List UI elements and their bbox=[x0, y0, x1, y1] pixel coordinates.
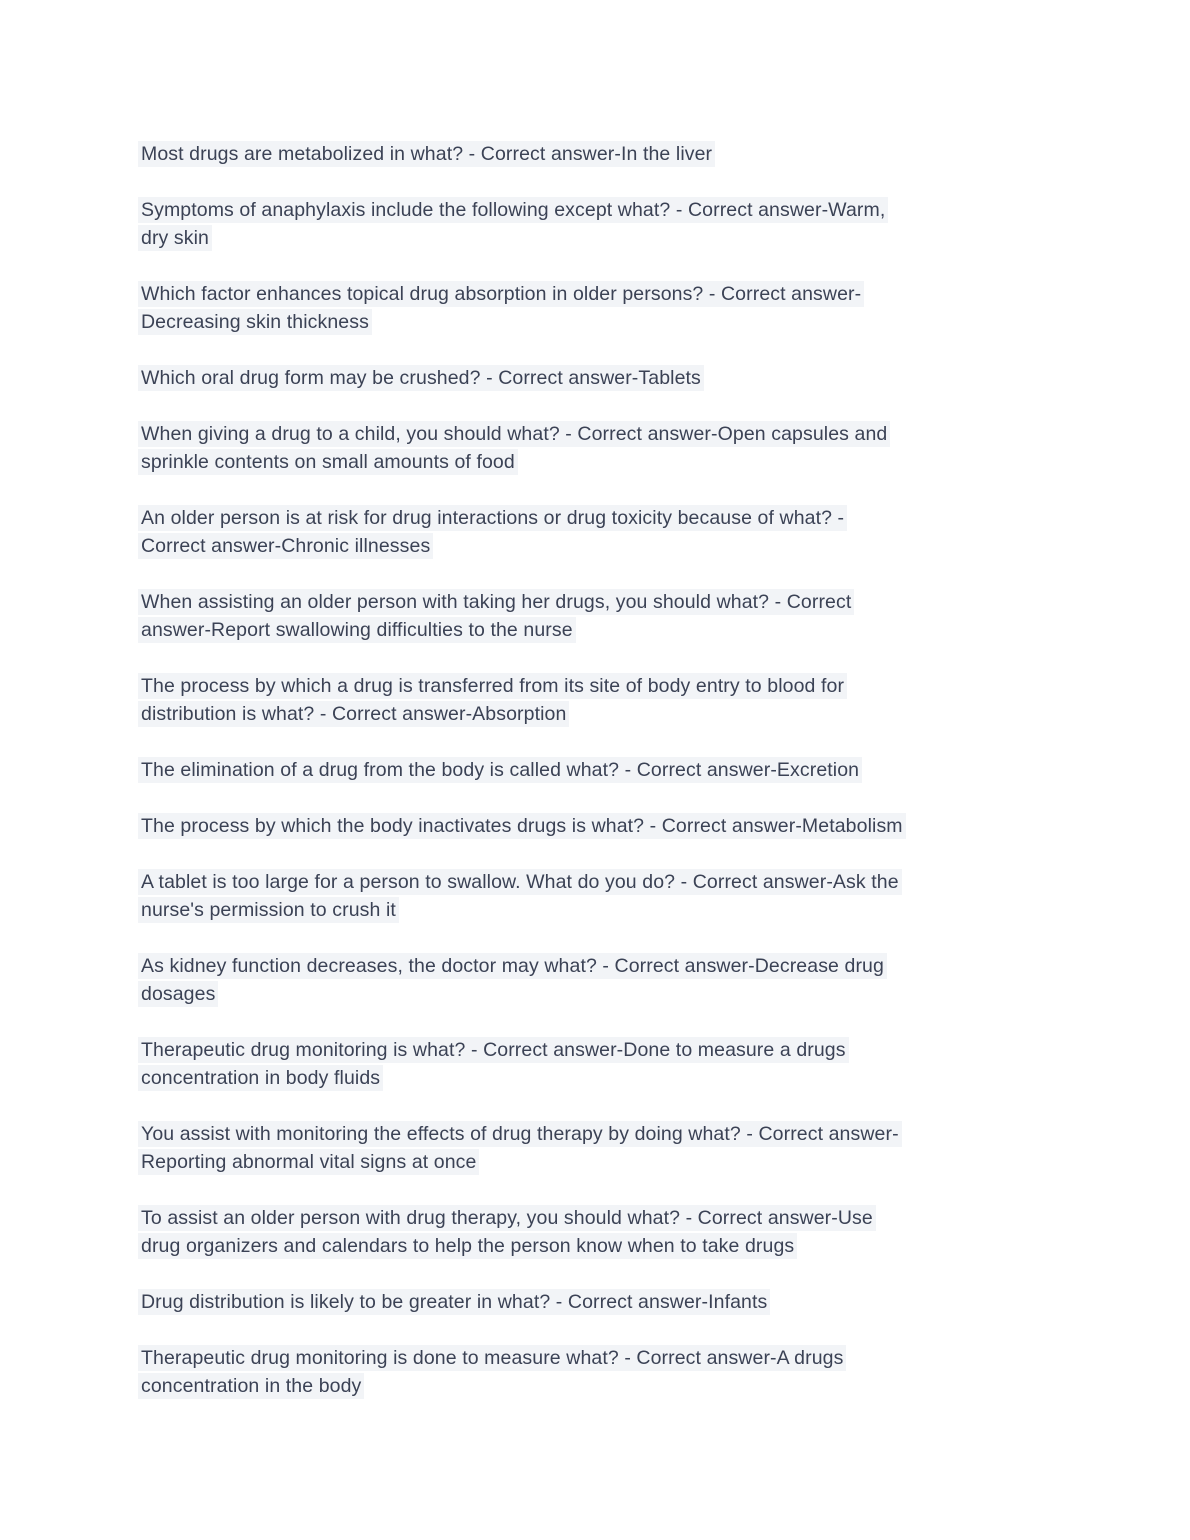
qa-paragraph bbox=[138, 504, 1090, 560]
qa-paragraph bbox=[138, 1036, 1090, 1092]
qa-paragraph bbox=[138, 952, 1090, 1008]
qa-paragraph bbox=[138, 1288, 1090, 1316]
qa-paragraph bbox=[138, 1344, 1090, 1400]
qa-paragraph bbox=[138, 280, 1090, 336]
qa-paragraph bbox=[138, 196, 1090, 252]
qa-text: As kidney function decreases, the doctor may what? - Correct answer-Decrease drug dosages bbox=[138, 953, 887, 1007]
qa-text: The elimination of a drug from the body is called what? - Correct answer-Excretion bbox=[138, 757, 862, 783]
qa-text: To assist an older person with drug therapy, you should what? - Correct answer-Use drug organizers and calendars to help the person know when to take drugs bbox=[138, 1205, 876, 1259]
qa-text: An older person is at risk for drug interactions or drug toxicity because of what? - Correct answer-Chronic illnesses bbox=[138, 505, 847, 559]
qa-paragraph bbox=[138, 672, 1090, 728]
qa-paragraph bbox=[138, 1120, 1090, 1176]
qa-paragraph bbox=[138, 420, 1090, 476]
qa-text: Most drugs are metabolized in what? - Correct answer-In the liver bbox=[138, 141, 715, 167]
qa-text: You assist with monitoring the effects of drug therapy by doing what? - Correct answer- Reporting abnormal vital signs at once bbox=[138, 1121, 902, 1175]
qa-paragraph bbox=[138, 1204, 1090, 1260]
qa-paragraph bbox=[138, 140, 1090, 168]
qa-paragraph bbox=[138, 868, 1090, 924]
qa-text: Drug distribution is likely to be greater in what? - Correct answer-Infants bbox=[138, 1289, 770, 1315]
qa-text: When assisting an older person with taking her drugs, you should what? - Correct answer-Report swallowing difficulties to the nurse bbox=[138, 589, 854, 643]
qa-text: Therapeutic drug monitoring is what? - Correct answer-Done to measure a drugs concentration in body fluids bbox=[138, 1037, 849, 1091]
qa-text: The process by which the body inactivates drugs is what? - Correct answer-Metabolism bbox=[138, 813, 906, 839]
qa-paragraph bbox=[138, 812, 1090, 840]
qa-text: Therapeutic drug monitoring is done to measure what? - Correct answer-A drugs concentration in the body bbox=[138, 1345, 846, 1399]
qa-text: When giving a drug to a child, you should what? - Correct answer-Open capsules and sprinkle contents on small amounts of food bbox=[138, 421, 890, 475]
qa-text: The process by which a drug is transferred from its site of body entry to blood for distribution is what? - Correct answer-Absorption bbox=[138, 673, 847, 727]
qa-paragraph bbox=[138, 588, 1090, 644]
qa-text: Which factor enhances topical drug absorption in older persons? - Correct answer- Decreasing skin thickness bbox=[138, 281, 864, 335]
qa-paragraph bbox=[138, 364, 1090, 392]
qa-paragraph bbox=[138, 756, 1090, 784]
qa-text: Which oral drug form may be crushed? - Correct answer-Tablets bbox=[138, 365, 704, 391]
qa-text: A tablet is too large for a person to swallow. What do you do? - Correct answer-Ask the nurse's permission to crush it bbox=[138, 869, 902, 923]
qa-text: Symptoms of anaphylaxis include the following except what? - Correct answer-Warm, dry skin bbox=[138, 197, 888, 251]
